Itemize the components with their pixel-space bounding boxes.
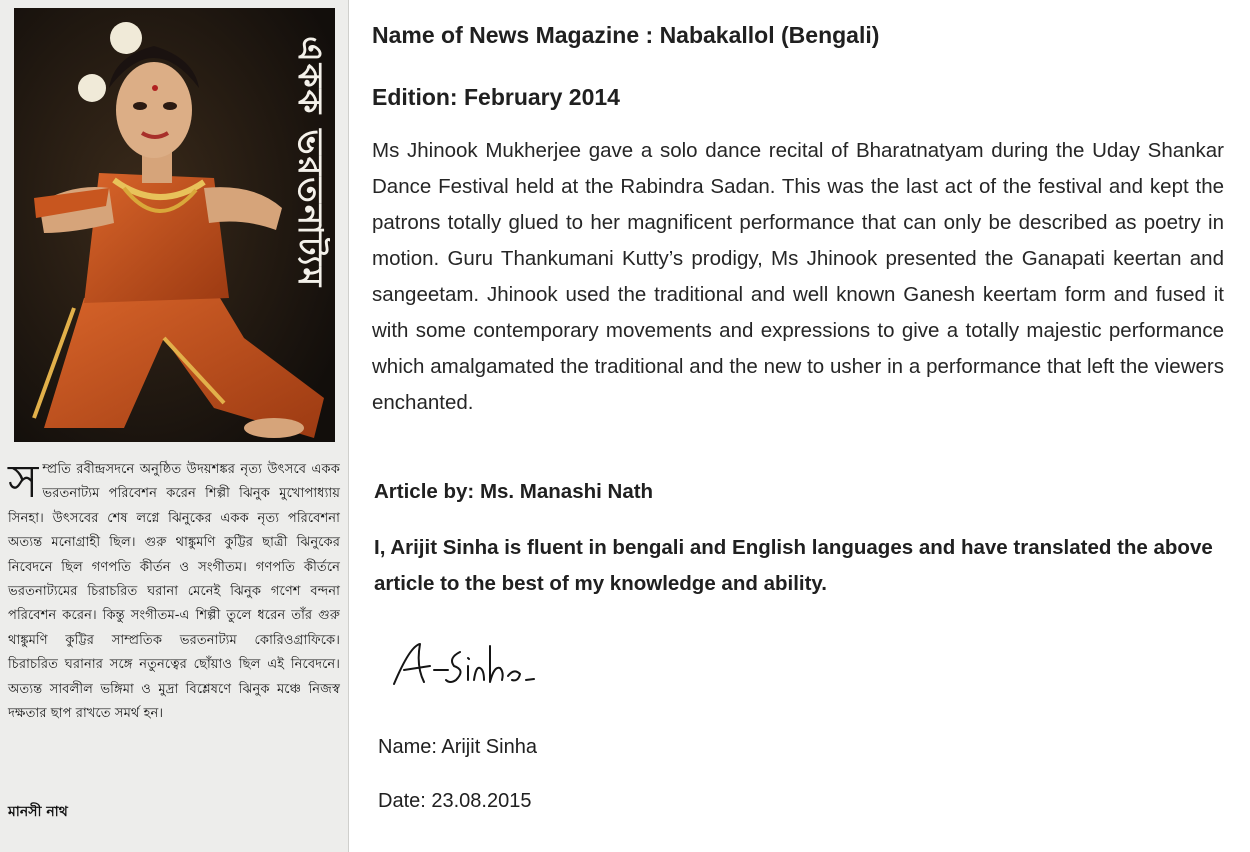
newspaper-clipping [0,0,349,852]
article-translation: Ms Jhinook Mukherjee gave a solo dance recital of Bharatnatyam during the Uday Shankar Dance Festival held at the Rabindra Sadan. This was the last act of the festival and kept the patrons totally glued to her magnificent performance that can only be described as poetry in motion. Guru Thankumani Kutty’s prodigy, Ms Jhinook presented the Ganapati keertan and sangeetam. Jhinook used the traditional and well known Ganesh keertam form and fused it with some contemporary movements and expressions to give a totally majestic performance which amalgamated the traditional and the new to usher in a performance that left the viewers enchanted. [372,139,1224,414]
dancer-photo [14,8,335,442]
signature-image [390,636,540,696]
translator-statement: I, Arijit Sinha is fluent in bengali and English languages and have translated the above article to the best of my knowledge and ability. [374,536,1213,595]
dancer-illustration [14,8,335,442]
clipping-article-body: ম্প্রতি রবীন্দ্রসদনে অনুষ্ঠিত উদয়শঙ্কর নৃত্য উৎসবে একক ভরতনাট্যম পরিবেশন করেন শিল্পী ঝিনুক মুখোপাধ্যায় সিনহা। উৎসবের শেষ লগ্নে ঝিনুকের একক নৃত্য পরিবেশনা অত্যন্ত মনোগ্রাহী ছিল। গুরু থাঙ্কুমণি কুট্টির ছাত্রী ঝিনুকের নিবেদনে ছিল গণপতি কীর্তন ও সংগীতম। গণপতি কীর্তনে ভরতনাট্যমের চিরাচরিত ঘরানা মেনেই ঝিনুক গণেশ বন্দনা পরিবেশন করেন। কিন্তু সংগীতম-এ শিল্পী তুলে ধরেন তাঁর গুরু থাঙ্কুমণি কুট্টির সাম্প্রতিক ভরতনাট্যম কোরিওগ্রাফিকে। চিরাচরিত ঘরানার সঙ্গে নতুনত্বের ছোঁয়াও ছিল এই নিবেদনে। অত্যন্ত সাবলীল ভঙ্গিমা ও মুদ্রা বিশ্লেষণে ঝিনুক মঞ্চে নিজস্ব দক্ষতার ছাপ রাখতে সমর্থ হন। [8,462,340,722]
clipping-byline: মানসী নাথ [8,804,68,820]
clipping-vertical-heading: একক ভরতনাট্যম [290,36,330,289]
translator-name: Name: Arijit Sinha [378,736,537,758]
magazine-title: Name of News Magazine : Nabakallol (Bengali) [372,22,880,48]
article-author: Article by: Ms. Manashi Nath [374,480,654,503]
translation-document [372,0,1230,852]
clipping-article-text [8,454,340,726]
translation-date: Date: 23.08.2015 [378,790,532,812]
clipping-drop-cap: স [8,454,39,508]
edition-heading: Edition: February 2014 [372,84,620,110]
